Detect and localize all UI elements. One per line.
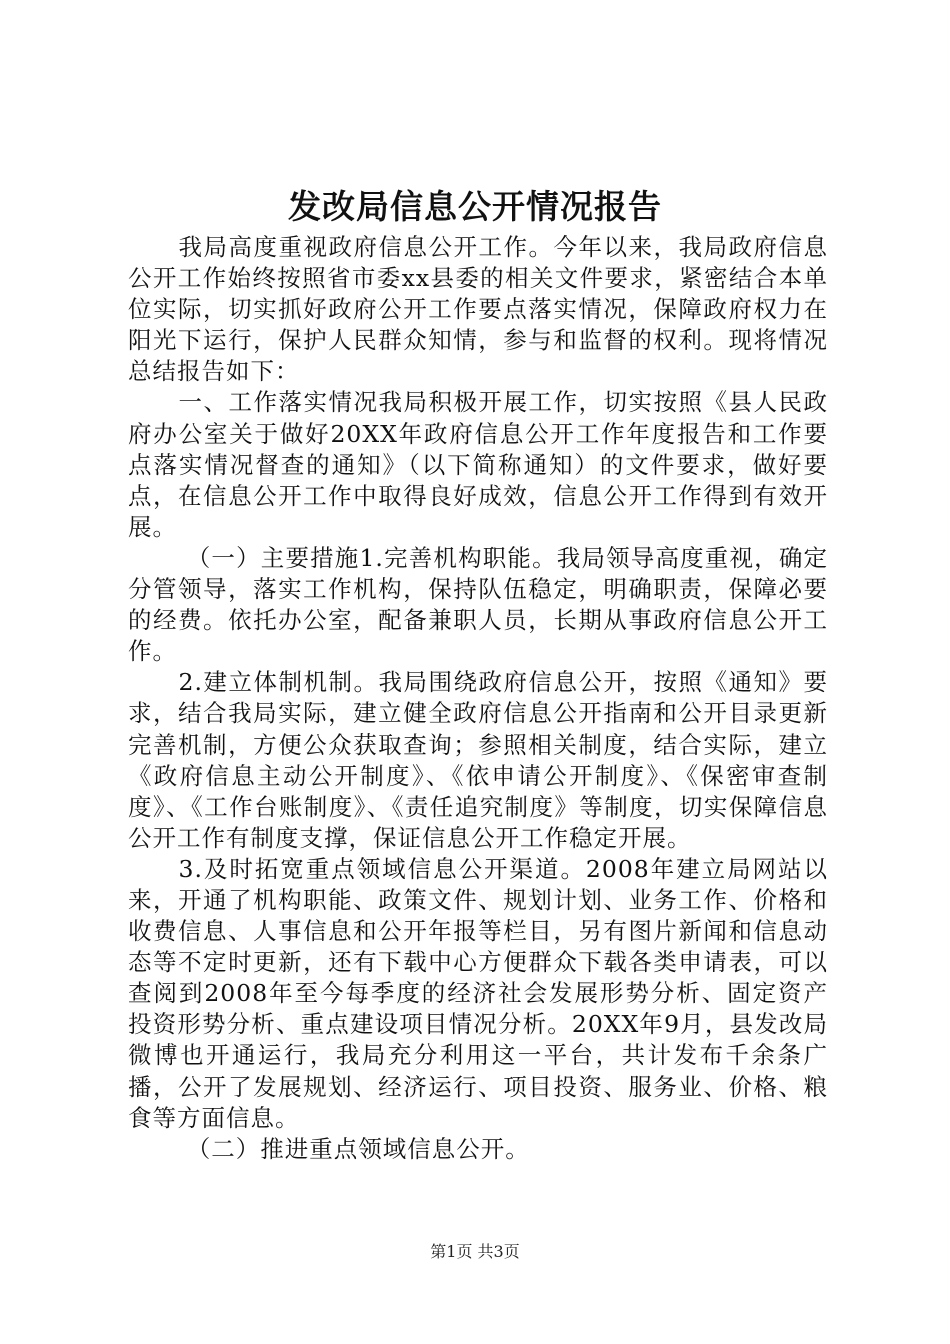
document-title: 发改局信息公开情况报告 <box>288 187 662 226</box>
paragraph-mechanism: 2.建立体制机制。我局围绕政府信息公开，按照《通知》要求，结合我局实际，建立健全政府信息公开指南和公开目录更新完善机制，方便公众获取查询；参照相关制度，结合实际，建立《政府信息主动公开制度》、《依申请公开制度》、《保密审查制度》、《工作台账制度》、《责任追究制度》等制度，切实保障信息公开工作有制度支撑，保证信息公开工作稳定开展。 <box>128 668 828 852</box>
paragraph-section-one: 一、工作落实情况我局积极开展工作，切实按照《县人民政府办公室关于做好20XX年政府信息公开工作年度报告和工作要点落实情况督查的通知》（以下简称通知）的文件要求，做好要点，在信息公开工作中取得良好成效，信息公开工作得到有效开展。 <box>128 388 828 541</box>
page-number-footer: 第1页 共3页 <box>430 1242 520 1261</box>
paragraph-measures: （一）主要措施1.完善机构职能。我局领导高度重视，确定分管领导，落实工作机构，保持队伍稳定，明确职责，保障必要的经费。依托办公室，配备兼职人员，长期从事政府信息公开工作。 <box>128 543 828 666</box>
paragraph-channels: 3.及时拓宽重点领域信息公开渠道。2008年建立局网站以来，开通了机构职能、政策文件、规划计划、业务工作、价格和收费信息、人事信息和公开年报等栏目，另有图片新闻和信息动态等不定时更新，还有下载中心方便群众下载各类申请表，可以查阅到2008年至今每季度的经济社会发展形势分析、固定资产投资形势分析、重点建设项目情况分析。20XX年9月，县发改局微博也开通运行，我局充分利用这一平台，共计发布千余条广播，公开了发展规划、经济运行、项目投资、服务业、价格、粮食等方面信息。 <box>128 854 828 1132</box>
paragraph-key-areas: （二）推进重点领域信息公开。 <box>186 1134 530 1163</box>
document-body <box>128 232 828 1165</box>
paragraph-intro: 我局高度重视政府信息公开工作。今年以来，我局政府信息公开工作始终按照省市委xx县委的相关文件要求，紧密结合本单位实际，切实抓好政府公开工作要点落实情况，保障政府权力在阳光下运行，保护人民群众知情，参与和监督的权利。现将情况总结报告如下： <box>128 233 828 386</box>
